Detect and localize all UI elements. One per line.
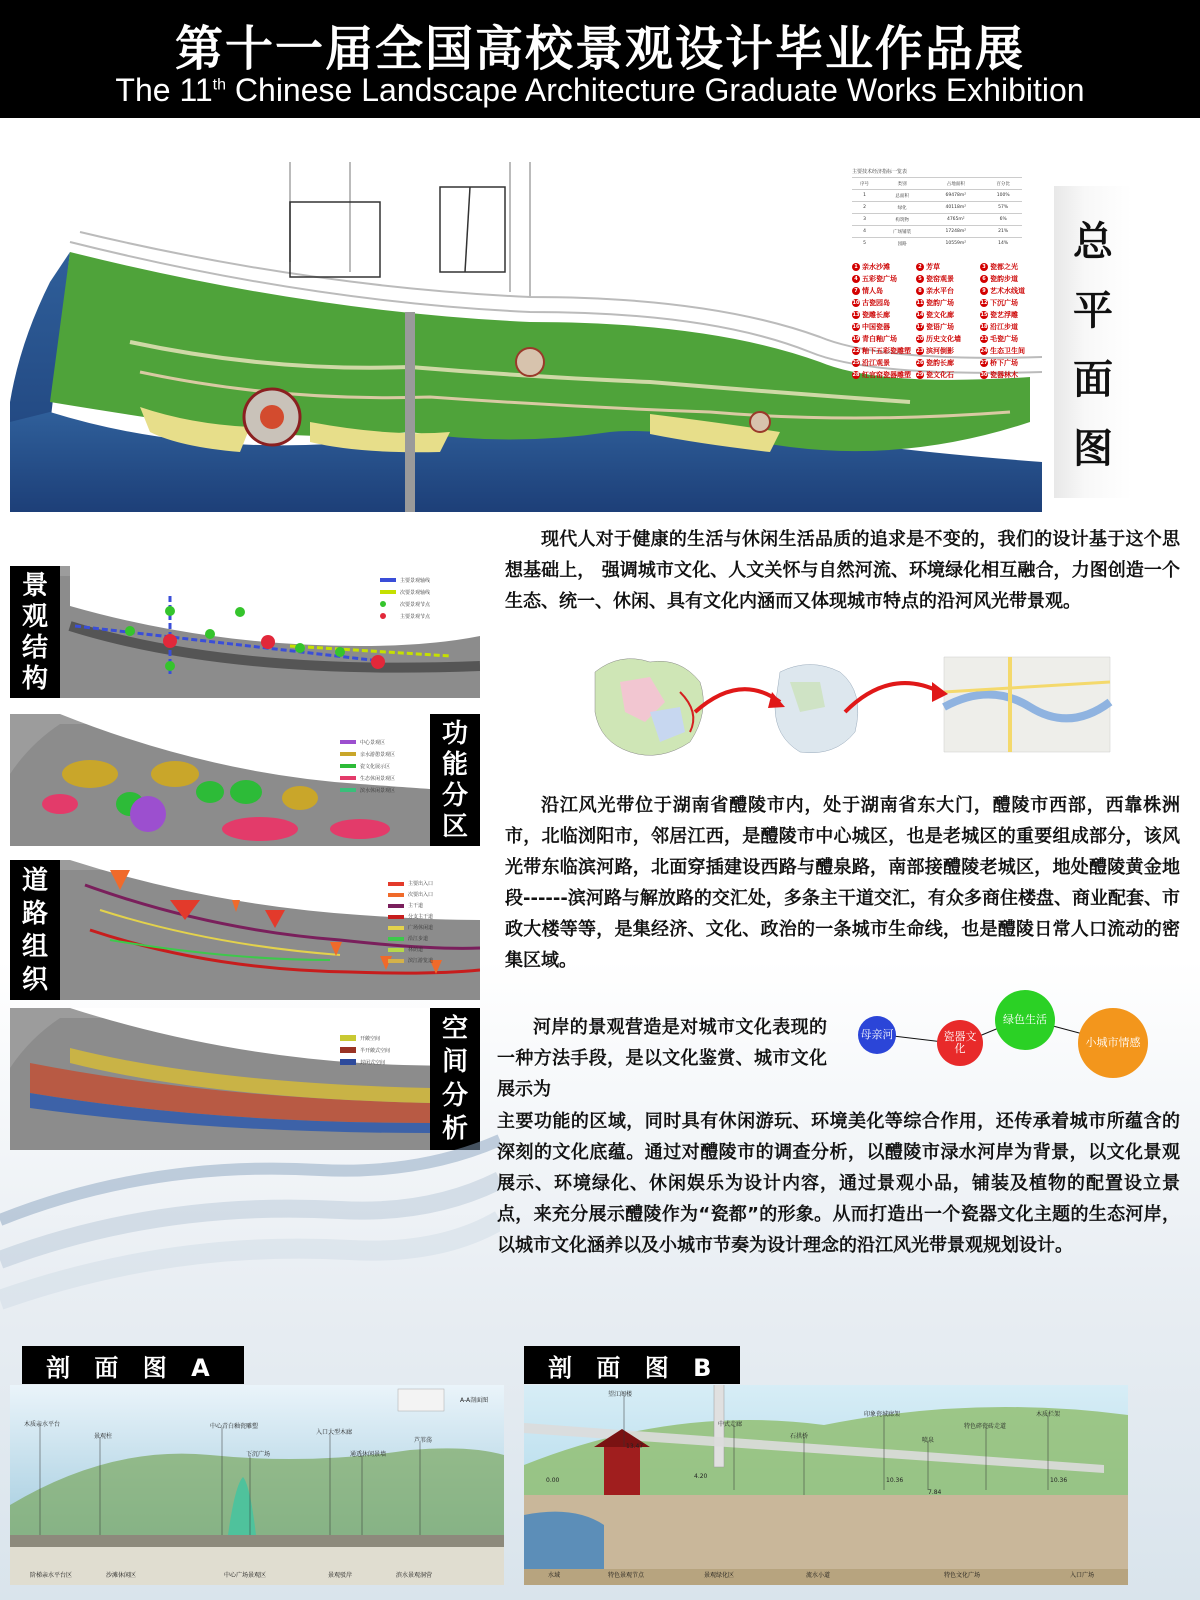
section-b-elevation: 0.00 [546, 1477, 560, 1484]
label-char: 区 [441, 811, 468, 842]
legend-item [916, 334, 978, 344]
table-row [852, 226, 1022, 238]
legend-row [340, 772, 395, 784]
label-char: 织 [21, 964, 48, 995]
legend-label: 生态休闲景观区 [360, 775, 396, 782]
legend-swatch [340, 776, 356, 780]
section-b-elevation: 7.84 [928, 1489, 942, 1496]
table-cell: 4 [852, 226, 877, 238]
section-a-title: 剖 面 图 A [22, 1346, 244, 1384]
section-b-zone: 水域 [548, 1572, 561, 1579]
legend-item [980, 298, 1042, 308]
section-b-title: 剖 面 图 B [524, 1346, 740, 1384]
legend-label: 毛瓷广场 [990, 335, 1018, 343]
legend-number-icon: 14 [916, 312, 924, 318]
concept-paragraph-a: 河岸的景观营造是对城市文化表现的一种方法手段，是以文化鉴赏、城市文化展示为 [497, 1017, 827, 1100]
table-cell: 21% [984, 226, 1022, 238]
legend-item [916, 286, 978, 296]
legend-row [340, 748, 395, 760]
legend-number-icon: 28 [852, 372, 860, 378]
legend-label: 瓷韵步道 [990, 275, 1018, 283]
section-b-zone: 入口广场 [1070, 1572, 1095, 1579]
legend-number-icon: 27 [980, 360, 988, 366]
legend-swatch [340, 788, 356, 792]
legend-item [916, 262, 978, 272]
table-cell: 5 [852, 238, 877, 250]
legend-row [388, 944, 433, 955]
legend-number-icon: 25 [852, 360, 860, 366]
legend-item [980, 370, 1042, 380]
legend-label: 次要出入口 [408, 892, 434, 898]
legend-label: 中心景观区 [360, 739, 386, 746]
legend-number-icon: 10 [852, 300, 860, 306]
title-en-sup: th [212, 76, 227, 94]
section-b-label: 印象瓷城廊架 [864, 1411, 901, 1418]
master-plan-side-title [1054, 186, 1132, 498]
legend-label: 下沉广场 [990, 299, 1018, 307]
legend-swatch [380, 590, 396, 594]
legend-label: 封闭式空间 [360, 1059, 386, 1066]
legend-item [916, 358, 978, 368]
legend-number-icon: 26 [916, 360, 924, 366]
legend-label: 瓷艺浮雕 [990, 311, 1018, 319]
table-cell: 17248m² [927, 226, 984, 238]
legend-item [852, 298, 914, 308]
legend-label: 广场休闲道 [408, 925, 434, 931]
table-row [852, 202, 1022, 214]
legend-label: 亲水平台 [926, 287, 954, 295]
legend-number-icon: 15 [980, 312, 988, 318]
section-a-zone: 景观驳岸 [328, 1572, 353, 1579]
structure-label [10, 566, 60, 698]
section-a-label: 下沉广场 [246, 1451, 271, 1458]
legend-label: 滨水休闲景观区 [360, 787, 396, 794]
section-a-label: 木质亲水平台 [24, 1421, 61, 1428]
legend-label: 青白釉广场 [862, 335, 897, 343]
legend-number-icon: 6 [980, 275, 988, 283]
legend-label: 瓷都之光 [990, 263, 1018, 271]
legend-item [980, 274, 1042, 284]
legend-label: 艺术水线道 [990, 287, 1025, 295]
legend-number-icon: 4 [852, 275, 860, 283]
label-char: 路 [21, 898, 48, 929]
legend-number-icon: 21 [980, 336, 988, 342]
legend-label: 主要景观轴线 [400, 577, 431, 584]
legend-label: 主干道 [408, 903, 424, 909]
table-cell: 14% [984, 238, 1022, 250]
label-char: 结 [21, 632, 48, 663]
legend-swatch [340, 1059, 356, 1065]
table [852, 177, 1022, 250]
legend-label: 生态卫生间 [990, 347, 1025, 355]
section-a-label: 中心青白釉瓷雕塑 [210, 1423, 259, 1430]
table-cell: 1 [852, 190, 877, 202]
table-row [852, 238, 1022, 250]
legend-swatch [388, 926, 404, 930]
landscape-structure-panel [10, 566, 480, 698]
section-b-zone: 流水小道 [806, 1572, 831, 1579]
legend-number-icon: 8 [916, 287, 924, 295]
section-a-zone: 滨水景观洞营 [396, 1572, 433, 1579]
legend-number-icon: 23 [916, 348, 924, 354]
legend-number-icon: 18 [980, 324, 988, 330]
function-legend [340, 736, 395, 796]
legend-row [388, 878, 433, 889]
legend-number-icon: 12 [980, 300, 988, 306]
legend-swatch [388, 915, 404, 919]
legend-row [340, 1032, 390, 1044]
legend-swatch [340, 764, 356, 768]
road-organization-panel [10, 860, 480, 1000]
decorative-swoosh [0, 1100, 500, 1350]
legend-number-icon: 3 [980, 263, 988, 271]
bubble-green-life: 绿色生活 [995, 990, 1055, 1050]
bubble-mother-river: 母亲河 [858, 1016, 896, 1054]
legend-label: 沿江步道 [408, 936, 429, 942]
legend-number-icon: 9 [980, 287, 988, 295]
legend-label: 瓷器林木 [990, 371, 1018, 379]
table-cell: 57% [984, 202, 1022, 214]
legend-label: 桥下广场 [990, 359, 1018, 367]
table-cell: 100% [984, 190, 1022, 202]
legend-row [388, 933, 433, 944]
section-a-label: 通透休闲景墙 [350, 1451, 387, 1458]
label-char: 分 [441, 1080, 468, 1111]
section-b-elevation: 4.20 [694, 1473, 708, 1480]
location-paragraph: 沿江风光带位于湖南省醴陵市内，处于湖南省东大门，醴陵市西部，西靠株洲市，北临浏阳市，邻居江西，是醴陵市中心城区，也是老城区的重要组成部分，该风光带东临滨河路，北面穿插建设西路与醴泉路，南部接醴陵老城区，地处醴陵黄金地段------滨河路与解放路的交汇处，多条主干道交汇，有众多商住楼盘、商业配套、市政大楼等等，是集经济、文化、政治的一条城市生命线，也是醴陵日常人口流动的密集区域。 [505, 795, 1180, 971]
section-a-key-label: A-A剖面图 [460, 1397, 489, 1404]
table-cell: 构筑物 [877, 214, 927, 226]
legend-label: 中国瓷器 [862, 323, 890, 331]
label-char: 间 [441, 1047, 468, 1078]
table-cell: 4765m² [927, 214, 984, 226]
table-header: 序号 [852, 178, 877, 190]
legend-label: 古瓷园岛 [862, 299, 890, 307]
table-cell: 3 [852, 214, 877, 226]
section-a-label: 入口大型木廊 [316, 1429, 353, 1436]
legend-number-icon: 20 [916, 336, 924, 342]
legend-label: 红官窑瓷器雕塑 [862, 371, 911, 379]
legend-row [340, 1056, 390, 1068]
legend-label: 瓷窑观景 [926, 275, 954, 283]
legend-item [980, 262, 1042, 272]
road-label [10, 860, 60, 1000]
title-en-pre: The 11 [115, 72, 213, 108]
legend-swatch [388, 893, 404, 897]
legend-label: 瓷韵广场 [926, 299, 954, 307]
legend-swatch [388, 937, 404, 941]
label-char: 功 [441, 718, 468, 749]
legend-item [852, 274, 914, 284]
section-b-label: 喷泉 [922, 1437, 935, 1444]
legend-label: 五彩瓷广场 [862, 275, 897, 283]
legend-label: 亲水游憩景观区 [360, 751, 396, 758]
section-b-label: 望江阁楼 [608, 1391, 633, 1398]
legend-swatch [380, 601, 386, 607]
title-cn: 第十一届全国高校景观设计毕业作品展 [174, 21, 1025, 77]
section-b-zone: 特色景观节点 [608, 1572, 645, 1579]
legend-label: 滨江游览道 [408, 958, 434, 964]
legend-row [380, 586, 430, 598]
legend-item [980, 358, 1042, 368]
label-char: 观 [21, 601, 48, 632]
legend-number-icon: 29 [916, 372, 924, 378]
section-a-label: 景观柱 [94, 1433, 113, 1440]
section-b-label: 石拱桥 [790, 1433, 809, 1440]
legend-label: 瓷语广场 [926, 323, 954, 331]
legend-item [852, 262, 914, 272]
legend-swatch [340, 1047, 356, 1053]
legend-swatch [388, 948, 404, 952]
table-cell: 广场铺装 [877, 226, 927, 238]
legend-row [340, 1044, 390, 1056]
table-cell: 绿化 [877, 202, 927, 214]
legend-label: 滨河倒影 [926, 347, 954, 355]
legend-item [980, 334, 1042, 344]
legend-item [916, 274, 978, 284]
table-cell: 2 [852, 202, 877, 214]
legend-label: 主要景观节点 [400, 613, 431, 620]
header [0, 0, 1200, 118]
legend-label: 次要景观节点 [400, 601, 431, 608]
legend-swatch [340, 740, 356, 744]
legend-number-icon: 22 [852, 348, 860, 354]
legend-label: 历史文化墙 [926, 335, 961, 343]
table-header: 类别 [877, 178, 927, 190]
legend-row [340, 784, 395, 796]
legend-label: 沿江观景 [862, 359, 890, 367]
legend-row [340, 736, 395, 748]
label-char: 景 [21, 570, 48, 601]
legend-label: 瓷文化廊 [926, 311, 954, 319]
legend-item [980, 346, 1042, 356]
legend-item [916, 298, 978, 308]
legend-number-icon: 24 [980, 348, 988, 354]
legend-row [388, 889, 433, 900]
legend-item [852, 286, 914, 296]
label-char: 组 [21, 931, 48, 962]
section-b-label: 特色碎瓷砖走道 [964, 1423, 1007, 1430]
section-b-zone: 特色文化广场 [944, 1572, 981, 1579]
side-title-char: 总 [1073, 218, 1113, 265]
bubble-porcelain: 瓷器文化 [937, 1020, 983, 1066]
legend-label: 半开敞式空间 [360, 1047, 391, 1054]
function-drawing [10, 714, 480, 846]
master-plan-legend [852, 262, 1042, 380]
table-cell: 40118m² [927, 202, 984, 214]
section-b-zone: 景观绿化区 [704, 1572, 735, 1579]
table-cell: 园路 [877, 238, 927, 250]
label-char: 道 [21, 865, 48, 896]
section-b-elevation: 13.47 [626, 1443, 644, 1450]
legend-label: 亲水沙滩 [862, 263, 890, 271]
legend-row [388, 911, 433, 922]
section-b-elevation: 10.36 [1050, 1477, 1068, 1484]
legend-number-icon: 13 [852, 312, 860, 318]
legend-number-icon: 2 [916, 263, 924, 271]
label-char: 析 [441, 1114, 468, 1145]
section-b-label: 木质栏架 [1036, 1411, 1061, 1418]
legend-label: 分支主干道 [408, 914, 434, 920]
label-char: 构 [21, 663, 48, 694]
section-a-zone: 沙滩休闲区 [106, 1572, 137, 1579]
table-title: 主要技术经济指标一览表 [852, 169, 908, 175]
structure-legend [380, 574, 430, 622]
legend-item [980, 322, 1042, 332]
label-char: 空 [441, 1013, 468, 1044]
legend-item [852, 346, 914, 356]
section-a-zone: 中心广场景观区 [224, 1572, 267, 1579]
label-char: 分 [441, 780, 468, 811]
section-a [10, 1385, 504, 1585]
legend-item [852, 358, 914, 368]
legend-item [916, 370, 978, 380]
legend-row [388, 955, 433, 966]
legend-item [980, 310, 1042, 320]
side-title-char: 图 [1073, 425, 1113, 472]
table-cell: 总面积 [877, 190, 927, 202]
legend-label: 瓷韵长廊 [926, 359, 954, 367]
legend-item [852, 334, 914, 344]
legend-item [916, 310, 978, 320]
legend-item [916, 346, 978, 356]
legend-item [852, 310, 914, 320]
table-cell: 69478m² [927, 190, 984, 202]
legend-item [852, 370, 914, 380]
legend-label: 沿江步道 [990, 323, 1018, 331]
legend-row [388, 922, 433, 933]
table-cell: 6% [984, 214, 1022, 226]
function-label [430, 714, 480, 846]
label-char: 能 [441, 749, 468, 780]
title-en-post: Chinese Landscape Architecture Graduate Works Exhibition [226, 72, 1085, 108]
table-header: 百分比 [984, 178, 1022, 190]
concept-bubbles [855, 1002, 1160, 1102]
legend-number-icon: 5 [916, 275, 924, 283]
legend-label: 瓷文化展示区 [360, 763, 391, 770]
concept-paragraph-b: 主要功能的区域，同时具有休闲游玩、环境美化等综合作用，还传承着城市所蕴含的深刻的文化底蕴。通过对醴陵市的调查分析，以醴陵市渌水河岸为背景，以文化景观展示、环境绿化、休闲娱乐为设计内容，通过景观小品，铺装及植物的配置设立景点，来充分展示醴陵作为“瓷都”的形象。从而打造出一个瓷器文化主题的生态河岸，以城市文化涵养以及小城市节奏为设计理念的沿江风光带景观规划设计。 [497, 1111, 1180, 1256]
legend-label: 主要出入口 [408, 881, 434, 887]
legend-item [916, 322, 978, 332]
section-a-drawing [10, 1385, 504, 1585]
legend-label: 次要景观轴线 [400, 589, 431, 596]
legend-label: 林荫道 [408, 947, 424, 953]
legend-number-icon: 30 [980, 372, 988, 378]
legend-row [380, 598, 430, 610]
location-maps [590, 652, 1130, 764]
intro-paragraph: 现代人对于健康的生活与休闲生活品质的追求是不变的，我们的设计基于这个思想基础上， 强调城市文化、人文关怀与自然河流、环境绿化相互融合，力图创造一个生态、统一、休闲、具有文化内涵而又体现城市特点的沿河风光带景观。 [505, 529, 1180, 612]
legend-label: 瓷文化石 [926, 371, 954, 379]
legend-row [388, 900, 433, 911]
legend-row [340, 760, 395, 772]
table-cell: 10559m² [927, 238, 984, 250]
legend-item [852, 322, 914, 332]
section-b-elevation: 10.36 [886, 1477, 904, 1484]
road-legend [388, 878, 433, 966]
legend-swatch [380, 613, 386, 619]
legend-swatch [388, 904, 404, 908]
bubble-small-city: 小城市情感 [1078, 1008, 1148, 1078]
table-row [852, 190, 1022, 202]
legend-number-icon: 7 [852, 287, 860, 295]
function-zoning-panel [10, 714, 480, 846]
side-title-char: 平 [1073, 287, 1113, 334]
legend-swatch [388, 882, 404, 886]
table-header: 占地面积 [927, 178, 984, 190]
section-a-zone: 阶梯亲水平台区 [30, 1572, 73, 1579]
section-b-label: 中式走廊 [718, 1421, 743, 1428]
legend-number-icon: 17 [916, 324, 924, 330]
legend-number-icon: 1 [852, 263, 860, 271]
table-header-row [852, 178, 1022, 190]
legend-number-icon: 16 [852, 324, 860, 330]
legend-number-icon: 19 [852, 336, 860, 342]
title-en [0, 72, 1200, 109]
legend-swatch [340, 752, 356, 756]
legend-number-icon: 11 [916, 300, 924, 306]
section-b [524, 1385, 1128, 1585]
legend-label: 瓷雕长廊 [862, 311, 890, 319]
legend-label: 釉下五彩瓷雕塑 [862, 347, 911, 355]
legend-row [380, 574, 430, 586]
legend-item [980, 286, 1042, 296]
side-title-char: 面 [1073, 356, 1113, 403]
table-row [852, 214, 1022, 226]
legend-swatch [380, 578, 396, 582]
legend-label: 开敞空间 [360, 1035, 381, 1042]
legend-swatch [388, 959, 404, 963]
economic-index-table [852, 168, 1022, 250]
legend-swatch [340, 1035, 356, 1041]
legend-label: 芳草 [926, 263, 940, 271]
space-legend [340, 1032, 390, 1068]
legend-label: 情人岛 [862, 287, 883, 295]
section-a-label: 芦苇荡 [414, 1437, 433, 1444]
legend-row [380, 610, 430, 622]
